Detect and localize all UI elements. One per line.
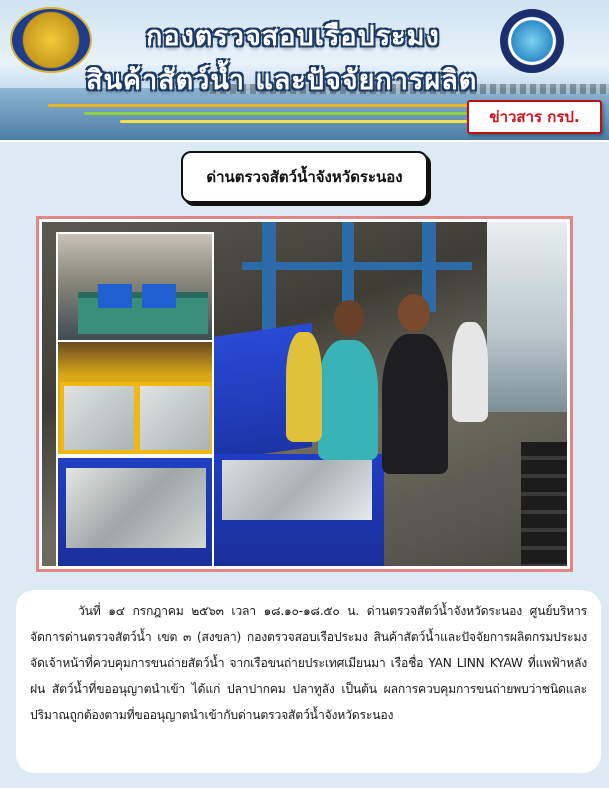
- dock-tires: [521, 442, 567, 566]
- person-white-shirt: [452, 322, 488, 422]
- fish-on-ice: [222, 460, 372, 520]
- inset-photo-fish-closeup: [56, 456, 214, 566]
- department-seal-icon: [10, 7, 92, 73]
- yellow-box: [136, 382, 214, 454]
- inspection-photo: [42, 222, 567, 566]
- inspector-head: [398, 294, 430, 332]
- subject-title-box: [181, 151, 428, 203]
- fish-closeup: [66, 468, 206, 548]
- header-banner: [0, 0, 609, 142]
- news-badge: ข่าวสาร กรป.: [467, 100, 602, 134]
- header-title-line2: สินค้าสัตว์น้ำ และปัจจัยการผลิต: [86, 65, 478, 96]
- accent-line-yellow: [120, 120, 468, 123]
- header-title-line1: กองตรวจสอบเรือประมง: [146, 21, 440, 52]
- person-yellow-vest: [286, 332, 322, 442]
- blue-cooler-box: [214, 454, 384, 566]
- yellow-box: [60, 382, 138, 454]
- blue-bin: [98, 284, 132, 308]
- fish-inspection-logo-icon: [500, 9, 564, 73]
- steel-beam: [262, 222, 276, 342]
- harbor-water: [487, 222, 567, 412]
- inset-photo-boat: [56, 232, 214, 344]
- inset-photo-yellow-boxes: [56, 340, 214, 456]
- inspector-black-vest: [382, 334, 448, 474]
- accent-line-green: [84, 112, 468, 115]
- accent-line-orange: [48, 104, 468, 107]
- blue-bin: [142, 284, 176, 308]
- photo-collage-frame: [36, 216, 573, 572]
- person-teal-shirt: [318, 340, 378, 460]
- news-body-box: [16, 590, 601, 773]
- person-head: [334, 300, 364, 336]
- news-paragraph: วันที่ ๑๔ กรกฎาคม ๒๕๖๓ เวลา ๑๘.๑๐-๑๘.๕๐ น. ด่านตรวจสัตว์น้ำจังหวัดระนอง ศูนย์บริหารจัดการด่านตรวจสัตว์น้ำ เขต ๓ (สงขลา) กองตรวจสอบเรือประมง สินค้าสัตว์น้ำและปัจจัยการผลิตกรมประมง จัดเจ้าหน้าที่ควบคุมการขนถ่ายสัตว์น้ำ จากเรือขนถ่ายประเทศเมียนมา เรือชื่อ YAN LINN KYAW ที่แพฟ้าหลังฝน สัตว์น้ำที่ขออนุญาตนำเข้า ได้แก่ ปลาปากคม ปลาทูลัง เป็นต้น ผลการควบคุมการขนถ่ายพบว่าชนิดและปริมาณถูกต้องตามที่ขออนุญาตนำเข้ากับด่านตรวจสัตว์น้ำจังหวัดระนอง: [30, 604, 587, 722]
- subject-title: ด่านตรวจสัตว์น้ำจังหวัดระนอง: [206, 168, 403, 186]
- steel-crossbeam: [242, 262, 472, 270]
